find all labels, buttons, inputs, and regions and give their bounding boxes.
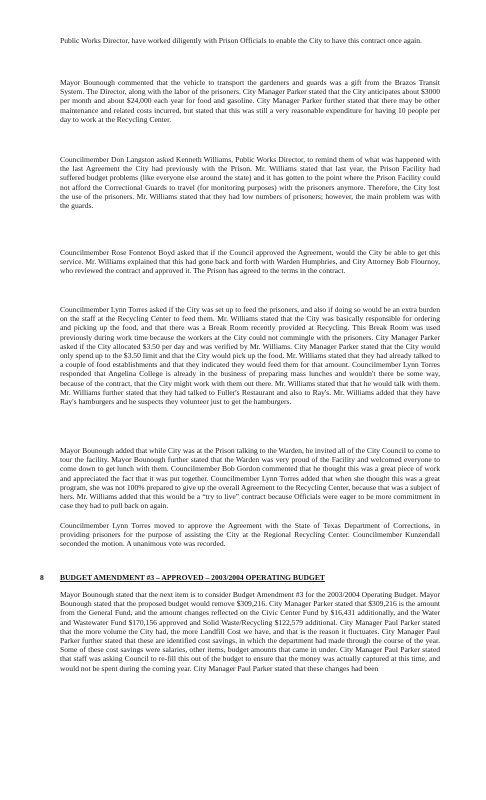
paragraph-vehicle-transport: Mayor Bounough commented that the vehicle to transport the gardeners and guards was a gift from the Brazos Transit System. The Director, along with the labor of the prisoners. City Manager Parker stated that the City anticipates about $3000 per month and about $24,000 each year for food and gasoline. City Manager Parker further stated that there may be other maintenance and related costs incurred, but stated that this was still a very reasonable expenditure for having 10 people per day to work at the Recycling Center. (60, 78, 440, 124)
paragraph-boyd-question: Councilmember Rose Fontenot Boyd asked that if the Council approved the Agreement, would the City be able to get this service. Mr. Williams explained that this had gone back and forth with Warden Humphries, and City Attorney Bob Flournoy, who reviewed the contract and approved it. The Prison has agreed to the terms in the contract. (60, 248, 440, 276)
paragraph-public-works: Public Works Director, have worked diligently with Prison Officials to enable the City to have this contract once again. (60, 36, 422, 45)
paragraph-torres-feeding: Councilmember Lynn Torres asked if the City was set up to feed the prisoners, and also if doing so would be an extra burden on the staff at the Recycling Center to feed them. Mr. Williams stated that the City was basically responsible for ordering and picking up the food, and that there was a Break Room recently provided at Recycling. This Break Room was used previously during work time because the workers at the City could not commingle with the prisoners. City Manager Parker asked if the City allocated $3.50 per day and was verified by Mr. Williams. City Manager Parker stated that the City would only spend up to the $3.50 limit and that the City would pick up the food. Mr. Williams stated that they had already talked to a couple of food establishments and that they indicated they would feed them for that amount. Councilmember Lynn Torres responded that Angelina College is already in the business of preparing mass lunches and wouldn't there be some way, because of the contract, that the City might work with them out there. Mr. Williams stated that that he would talk with them. Mr. Williams further stated that they had talked to Fuller's Restaurant and also to Ray's. Mr. Williams added that they have Ray's hamburgers and he suspects they volunteer just to get the hamburgers. (60, 305, 440, 407)
paragraph-mayor-tour: Mayor Bounough added that while City was at the Prison talking to the Warden, he invited all of the City Council to come to tour the facility. Mayor Bounough further stated that the Warden was very proud of the Facility and welcomed everyone to come down to get lunch with them. Councilmember Bob Gordon commented that he thought this was a great piece of work and appreciated the fact that it was put together. Councilmember Lynn Torres added that when she thought this was a great program, she was not 100% prepared to give up the overall Agreement to the Recycling Center, because that was a subject of hers. Mr. Williams added that this would be a “try to live” contract because Officials were eager to be more commitment in case they had to pull back on again. (60, 446, 440, 511)
paragraph-langston-question: Councilmember Don Langston asked Kenneth Williams, Public Works Director, to remind them of what was happened with the last Agreement the City had previously with the Prison. Mr. Williams stated that last year, the Prison Facility had suffered budget problems (like everyone else around the state) and it has gotten to the point where the Prison Facility could not afford the Correctional Guards to travel (for monitoring purposes) with the prisoners anymore. Therefore, the City lost the use of the prisoners. Mr. Williams stated that they had low numbers of prisoners; however, the main problem was with the guards. (60, 155, 440, 211)
section-title: BUDGET AMENDMENT #3 – APPROVED – 2003/2004 OPERATING BUDGET (60, 573, 325, 582)
section-heading-budget-amendment (40, 573, 460, 582)
paragraph-budget-amendment: Mayor Bounough stated that the next item is to consider Budget Amendment #3 for the 2003/2004 Operating Budget. Mayor Bounough stated that the proposed budget would remove $309,216. City Manager Parker stated that $309,216 is the amount from the General Fund, and the amount changes reflected on the Civic Center Fund by $16,431 additionally, and the Water and Wastewater Fund $170,156 approved and Solid Waste/Recycling $122,579 additional. City Manager Paul Parker stated that the more volume the City had, the more Landfill Cost we have, and that is the reason it fluctuates. City Manager Paul Parker further stated that these are identified cost savings, in which the department had made through the course of the year. Some of these cost savings were salaries, other items, budget amounts that came in under. City Manager Paul Parker stated that staff was asking Council to re-fill this out of the budget to ensure that the money was actually captured at this time, and would not be spent during the coming year. City Manager Paul Parker stated that these changes had been (60, 590, 440, 673)
paragraph-motion-approved: Councilmember Lynn Torres moved to approve the Agreement with the State of Texas Department of Corrections, in providing prisoners for the purpose of assisting the City at the Regional Recycling Center. Councilmember Kunzendall seconded the motion. A unanimous vote was recorded. (60, 521, 440, 549)
section-number: 8 (40, 573, 44, 582)
